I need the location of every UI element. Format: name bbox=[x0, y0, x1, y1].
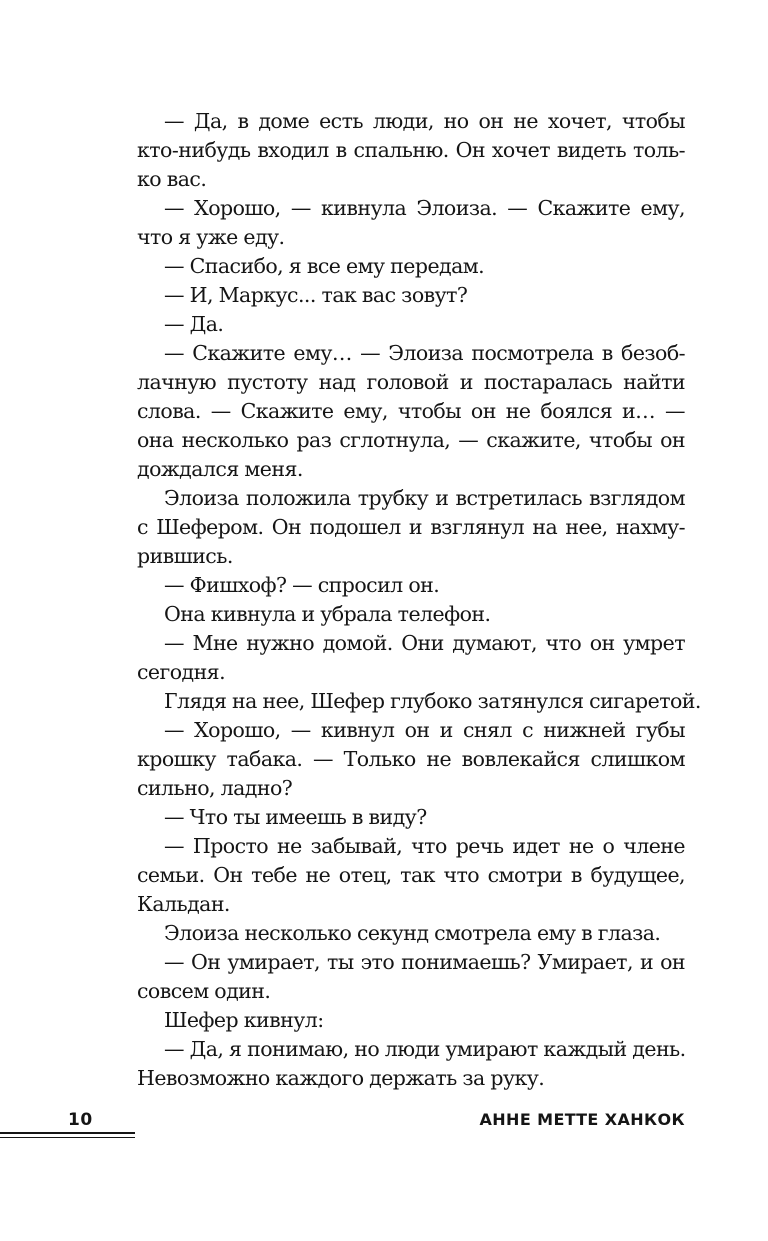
text-line: Невозможно каждого держать за руку. bbox=[137, 1066, 545, 1090]
text-line: Шефер кивнул: bbox=[164, 1008, 324, 1032]
text-line: рившись. bbox=[137, 544, 233, 568]
text-line: — Фишхоф? — спросил он. bbox=[164, 573, 440, 597]
text-line: сегодня. bbox=[137, 660, 226, 684]
text-line: Глядя на нее, Шефер глубоко затянулся сигаретой. bbox=[164, 689, 701, 713]
page-number: 10 bbox=[68, 1110, 93, 1130]
text-line: слова. — Скажите ему, чтобы он не боялся и… — bbox=[137, 399, 685, 423]
text-line: Кальдан. bbox=[137, 892, 230, 916]
text-line: сильно, ладно? bbox=[137, 776, 293, 800]
text-line: — Скажите ему… — Элоиза посмотрела в безоб- bbox=[164, 341, 685, 365]
text-line: Она кивнула и убрала телефон. bbox=[164, 602, 491, 626]
text-line: — Спасибо, я все ему передам. bbox=[164, 254, 485, 278]
page-number-rule-bottom bbox=[0, 1137, 135, 1138]
text-line: — Да, в доме есть люди, но он не хочет, чтобы bbox=[164, 109, 685, 133]
text-line: — И, Маркус... так вас зовут? bbox=[164, 283, 468, 307]
text-line: крошку табака. — Только не вовлекайся слишком bbox=[137, 747, 685, 771]
text-line: ко вас. bbox=[137, 167, 207, 191]
text-line: она несколько раз сглотнула, — скажите, чтобы он bbox=[137, 428, 685, 452]
text-line: кто-нибудь входил в спальню. Он хочет видеть толь- bbox=[137, 138, 685, 162]
text-line: — Хорошо, — кивнула Элоиза. — Скажите ему, bbox=[164, 196, 685, 220]
body-text bbox=[137, 107, 701, 1093]
text-line: Элоиза несколько секунд смотрела ему в глаза. bbox=[164, 921, 661, 945]
text-line: — Хорошо, — кивнул он и снял с нижней губы bbox=[164, 718, 685, 742]
text-line: — Да, я понимаю, но люди умирают каждый день. bbox=[164, 1037, 686, 1061]
text-line: — Мне нужно домой. Они думают, что он умрет bbox=[164, 631, 685, 655]
text-line: лачную пустоту над головой и постаралась найти bbox=[137, 370, 685, 394]
text-line: — Просто не забывай, что речь идет не о члене bbox=[164, 834, 685, 858]
text-line: что я уже еду. bbox=[137, 225, 285, 249]
text-line: — Он умирает, ты это понимаешь? Умирает, и он bbox=[164, 950, 685, 974]
text-line: Элоиза положила трубку и встретилась взглядом bbox=[164, 486, 685, 510]
text-line: семьи. Он тебе не отец, так что смотри в будущее, bbox=[137, 863, 685, 887]
text-line: совсем один. bbox=[137, 979, 271, 1003]
text-line: — Да. bbox=[164, 312, 224, 336]
text-line: — Что ты имеешь в виду? bbox=[164, 805, 427, 829]
text-line: дождался меня. bbox=[137, 457, 303, 481]
text-line: с Шефером. Он подошел и взглянул на нее, нахму- bbox=[137, 515, 685, 539]
running-head-author: АННЕ МЕТТЕ ХАНКОК bbox=[479, 1110, 685, 1129]
page-number-rule-top bbox=[0, 1132, 135, 1134]
